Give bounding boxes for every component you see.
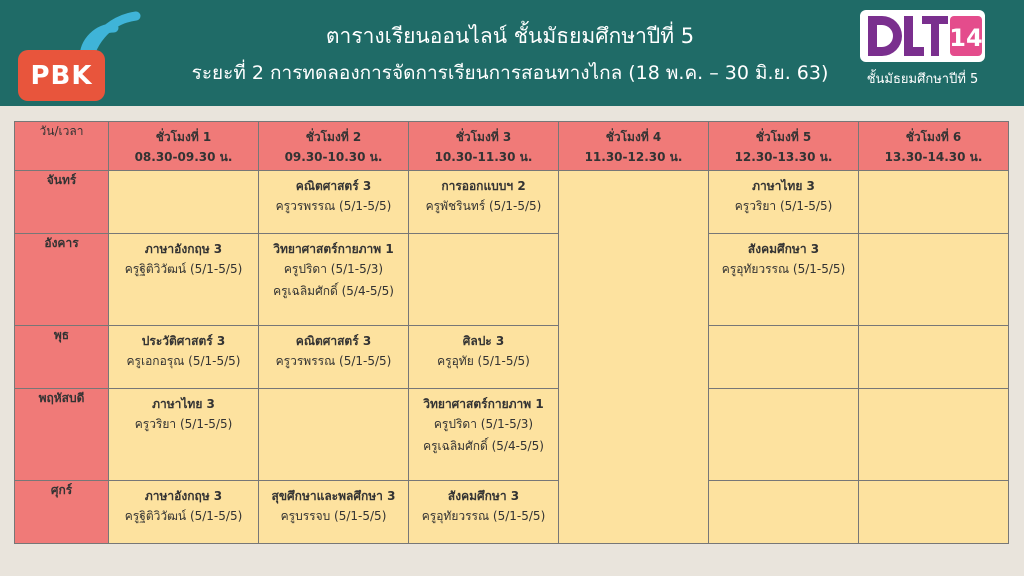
cell-fri-p2 bbox=[259, 481, 409, 544]
period-label: ชั่วโมงที่ 6 bbox=[905, 130, 962, 144]
teacher: ครูฐิติวิวัฒน์ (5/1-5/5) bbox=[124, 261, 243, 276]
cell-thu-p6 bbox=[859, 388, 1009, 480]
subject: คณิตศาสตร์ 3 bbox=[295, 179, 372, 193]
subject: ประวัติศาสตร์ 3 bbox=[141, 334, 226, 349]
teacher: ครูวรพรรณ (5/1-5/5) bbox=[275, 199, 392, 213]
period-label: ชั่วโมงที่ 2 bbox=[305, 130, 362, 144]
period-header-2 bbox=[259, 122, 409, 171]
cell-wed-p5 bbox=[709, 326, 859, 389]
cell-mon-p1 bbox=[109, 171, 259, 234]
cell-thu-p1 bbox=[109, 388, 259, 480]
teacher: ครูวริยา (5/1-5/5) bbox=[734, 199, 833, 213]
day-cell-wed: พุธ bbox=[15, 326, 109, 389]
subject: สุขศึกษาและพลศึกษา 3 bbox=[271, 489, 396, 504]
teacher: ครูเฉลิมศักดิ์ (5/4-5/5) bbox=[423, 438, 544, 453]
dltv-logo-icon bbox=[860, 10, 985, 62]
subject: วิทยาศาสตร์กายภาพ 1 bbox=[273, 241, 394, 256]
teacher: ครูวรพรรณ (5/1-5/5) bbox=[275, 354, 392, 369]
dltv-subtitle: ชั้นมัธยมศึกษาปีที่ 5 bbox=[866, 72, 979, 87]
period-label: ชั่วโมงที่ 4 bbox=[605, 130, 662, 144]
cell-thu-p5 bbox=[709, 388, 859, 480]
period-header-3 bbox=[409, 122, 559, 171]
dltv-number: 14 bbox=[949, 24, 983, 52]
pbk-logo-text: PBK bbox=[18, 50, 105, 101]
period-header-4 bbox=[559, 122, 709, 171]
cell-tue-p6 bbox=[859, 233, 1009, 325]
period-label: ชั่วโมงที่ 3 bbox=[455, 130, 512, 144]
cell-thu-p2 bbox=[259, 388, 409, 480]
period-time: 13.30-14.30 น. bbox=[884, 150, 983, 164]
cell-mon-p6 bbox=[859, 171, 1009, 234]
table-header-row bbox=[15, 122, 1009, 171]
day-cell-tue: อังคาร bbox=[15, 233, 109, 325]
page-title: ตารางเรียนออนไลน์ ชั้นมัธยมศึกษาปีที่ 5 bbox=[325, 24, 695, 48]
subject: ภาษาอังกฤษ 3 bbox=[144, 241, 223, 256]
subject: สังคมศึกษา 3 bbox=[747, 241, 820, 256]
cell-tue-p1 bbox=[109, 233, 259, 325]
pbk-logo bbox=[18, 10, 148, 95]
table-row-fri bbox=[15, 481, 1009, 544]
cell-wed-p2 bbox=[259, 326, 409, 389]
teacher: ครูพัชรินทร์ (5/1-5/5) bbox=[425, 199, 542, 213]
dltv-logo bbox=[855, 10, 990, 90]
subject: คณิตศาสตร์ 3 bbox=[295, 334, 372, 349]
cell-fri-p1 bbox=[109, 481, 259, 544]
header-banner bbox=[0, 0, 1024, 106]
period-label: ชั่วโมงที่ 1 bbox=[155, 130, 212, 144]
subject: ศิลปะ 3 bbox=[462, 334, 505, 349]
teacher: ครูอุทัยวรรณ (5/1-5/5) bbox=[421, 509, 546, 524]
cell-mon-p5 bbox=[709, 171, 859, 234]
teacher: ครูปริดา (5/1-5/3) bbox=[283, 261, 384, 276]
teacher: ครูอุทัย (5/1-5/5) bbox=[437, 354, 530, 369]
subject: ภาษาไทย 3 bbox=[152, 396, 215, 411]
period-label: ชั่วโมงที่ 5 bbox=[755, 130, 812, 144]
cell-tue-p2 bbox=[259, 233, 409, 325]
subject: ภาษาอังกฤษ 3 bbox=[144, 489, 223, 504]
cell-wed-p3 bbox=[409, 326, 559, 389]
cell-tue-p3 bbox=[409, 233, 559, 325]
page-subtitle: ระยะที่ 2 การทดลองการจัดการเรียนการสอนทางไกล (18 พ.ค. – 30 มิ.ย. 63) bbox=[191, 62, 829, 84]
cell-p4-all bbox=[559, 171, 709, 544]
cell-mon-p2 bbox=[259, 171, 409, 234]
day-cell-fri: ศุกร์ bbox=[15, 481, 109, 544]
table-row-mon bbox=[15, 171, 1009, 234]
period-header-1 bbox=[109, 122, 259, 171]
schedule-table bbox=[14, 121, 1009, 544]
cell-fri-p6 bbox=[859, 481, 1009, 544]
day-cell-mon: จันทร์ bbox=[15, 171, 109, 234]
period-time: 12.30-13.30 น. bbox=[734, 150, 833, 164]
teacher: ครูฐิติวิวัฒน์ (5/1-5/5) bbox=[124, 509, 243, 524]
cell-tue-p5 bbox=[709, 233, 859, 325]
subject: ภาษาไทย 3 bbox=[752, 179, 815, 193]
cell-fri-p3 bbox=[409, 481, 559, 544]
table-row-thu bbox=[15, 388, 1009, 480]
cell-wed-p1 bbox=[109, 326, 259, 389]
teacher: ครูวริยา (5/1-5/5) bbox=[134, 416, 233, 431]
teacher: ครูปริดา (5/1-5/3) bbox=[433, 416, 534, 431]
teacher: ครูบรรจบ (5/1-5/5) bbox=[280, 509, 387, 524]
period-header-6 bbox=[859, 122, 1009, 171]
period-time: 10.30-11.30 น. bbox=[434, 150, 533, 164]
period-time: 08.30-09.30 น. bbox=[134, 150, 233, 164]
subject: วิทยาศาสตร์กายภาพ 1 bbox=[423, 396, 544, 411]
period-header-5 bbox=[709, 122, 859, 171]
teacher: ครูอุทัยวรรณ (5/1-5/5) bbox=[721, 261, 846, 276]
period-time: 09.30-10.30 น. bbox=[284, 150, 383, 164]
subject: สังคมศึกษา 3 bbox=[447, 489, 520, 504]
day-cell-thu: พฤหัสบดี bbox=[15, 388, 109, 480]
teacher: ครูเอกอรุณ (5/1-5/5) bbox=[126, 354, 241, 369]
table-row-wed bbox=[15, 326, 1009, 389]
subject: การออกแบบฯ 2 bbox=[441, 179, 526, 193]
cell-wed-p6 bbox=[859, 326, 1009, 389]
table-row-tue bbox=[15, 233, 1009, 325]
cell-mon-p3 bbox=[409, 171, 559, 234]
corner-cell: วัน/เวลา bbox=[15, 122, 109, 171]
cell-thu-p3 bbox=[409, 388, 559, 480]
teacher: ครูเฉลิมศักดิ์ (5/4-5/5) bbox=[273, 283, 394, 298]
period-time: 11.30-12.30 น. bbox=[584, 150, 683, 164]
cell-fri-p5 bbox=[709, 481, 859, 544]
